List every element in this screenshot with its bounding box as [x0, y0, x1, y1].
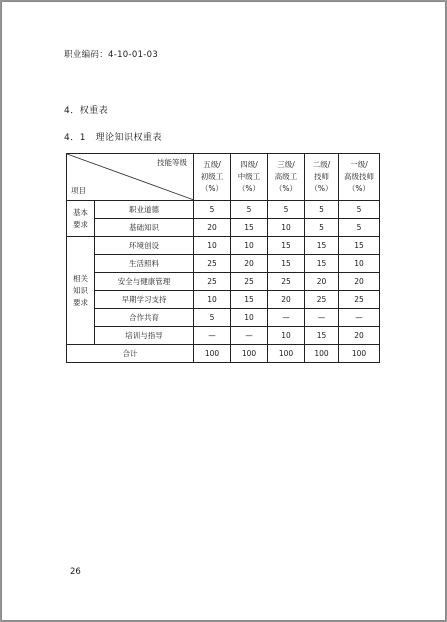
value-cell: 15	[339, 237, 380, 255]
column-header-line: （%）	[347, 184, 371, 193]
value-cell: 15	[305, 237, 339, 255]
corner-label-bottom: 项目	[71, 186, 86, 195]
total-row	[67, 345, 380, 363]
value-cell: 10	[339, 255, 380, 273]
column-header-line: （%）	[200, 184, 224, 193]
table-row	[67, 309, 380, 327]
section-title: 4．权重表	[64, 106, 109, 116]
value-cell: 25	[231, 273, 268, 291]
total-value: 100	[194, 345, 231, 363]
column-header	[339, 154, 380, 201]
value-cell: —	[339, 309, 380, 327]
item-label: 基础知识	[95, 219, 194, 237]
value-cell: 15	[305, 327, 339, 345]
column-header-line: 三级/	[277, 160, 295, 169]
value-cell: 15	[231, 291, 268, 309]
value-cell: 20	[305, 273, 339, 291]
value-cell: 20	[268, 291, 305, 309]
column-header-line: 一级/	[350, 160, 368, 169]
value-cell: 20	[231, 255, 268, 273]
group-label-line: 相关	[73, 273, 88, 283]
value-cell: 15	[231, 219, 268, 237]
value-cell: 20	[339, 273, 380, 291]
table-row	[67, 237, 380, 255]
group-label-basic	[67, 201, 95, 237]
column-header-line: （%）	[237, 184, 261, 193]
value-cell: 5	[194, 309, 231, 327]
value-cell: 25	[194, 273, 231, 291]
column-header-line: 技师	[314, 172, 329, 181]
column-header-line: （%）	[310, 184, 333, 193]
value-cell: 25	[305, 291, 339, 309]
value-cell: 10	[268, 327, 305, 345]
value-cell: 5	[339, 201, 380, 219]
value-cell: 15	[268, 255, 305, 273]
value-cell: 5	[268, 201, 305, 219]
table-row	[67, 219, 380, 237]
item-label: 职业道德	[95, 201, 194, 219]
table-row	[67, 255, 380, 273]
item-label: 合作共育	[95, 309, 194, 327]
column-header-line: 中级工	[237, 172, 261, 181]
value-cell: 10	[231, 237, 268, 255]
value-cell: —	[305, 309, 339, 327]
value-cell: 10	[194, 291, 231, 309]
value-cell: 15	[305, 255, 339, 273]
document-page	[2, 2, 445, 620]
group-label-related-knowledge	[67, 237, 95, 345]
value-cell: 25	[339, 291, 380, 309]
total-value: 100	[268, 345, 305, 363]
value-cell: 5	[231, 201, 268, 219]
corner-label-top: 技能等级	[157, 158, 187, 167]
value-cell: 20	[339, 327, 380, 345]
group-label-line: 知识	[73, 285, 88, 295]
column-header-line: 四级/	[240, 160, 258, 169]
item-label: 早期学习支持	[95, 291, 194, 309]
corner-cell	[67, 154, 194, 201]
value-cell: 5	[305, 219, 339, 237]
table-row	[67, 201, 380, 219]
table-row	[67, 291, 380, 309]
table-row	[67, 327, 380, 345]
column-header-line: 二级/	[312, 160, 331, 169]
column-header-line: 初级工	[200, 172, 224, 181]
column-header	[231, 154, 268, 201]
value-cell: 20	[194, 219, 231, 237]
value-cell: 10	[194, 237, 231, 255]
group-label-line: 要求	[73, 219, 88, 229]
value-cell: —	[268, 309, 305, 327]
weights-table	[66, 153, 380, 363]
value-cell: 10	[231, 309, 268, 327]
column-header	[305, 154, 339, 201]
value-cell: 10	[268, 219, 305, 237]
item-label: 培训与指导	[95, 327, 194, 345]
value-cell: 5	[194, 201, 231, 219]
occupation-code: 职业编码：4-10-01-03	[64, 50, 159, 60]
value-cell: 5	[305, 201, 339, 219]
value-cell: 25	[268, 273, 305, 291]
subsection-title: 4．1 理论知识权重表	[64, 133, 162, 143]
value-cell: 5	[339, 219, 380, 237]
column-header	[268, 154, 305, 201]
value-cell: 25	[194, 255, 231, 273]
value-cell: —	[194, 327, 231, 345]
column-header	[194, 154, 231, 201]
column-header-line: 高级技师	[344, 172, 374, 181]
group-label-line: 基本	[73, 207, 88, 217]
column-header-line: （%）	[274, 184, 298, 193]
group-label-line: 要求	[73, 297, 88, 307]
table-row	[67, 273, 380, 291]
value-cell: —	[231, 327, 268, 345]
total-value: 100	[231, 345, 268, 363]
column-header-line: 五级/	[203, 160, 221, 169]
value-cell: 15	[268, 237, 305, 255]
table-header-row	[67, 154, 380, 201]
item-label: 环境创设	[95, 237, 194, 255]
total-label: 合计	[67, 345, 194, 363]
item-label: 安全与健康管理	[95, 273, 194, 291]
item-label: 生活照料	[95, 255, 194, 273]
total-value: 100	[305, 345, 339, 363]
page-number: 26	[70, 567, 81, 577]
column-header-line: 高级工	[274, 172, 298, 181]
total-value: 100	[339, 345, 380, 363]
